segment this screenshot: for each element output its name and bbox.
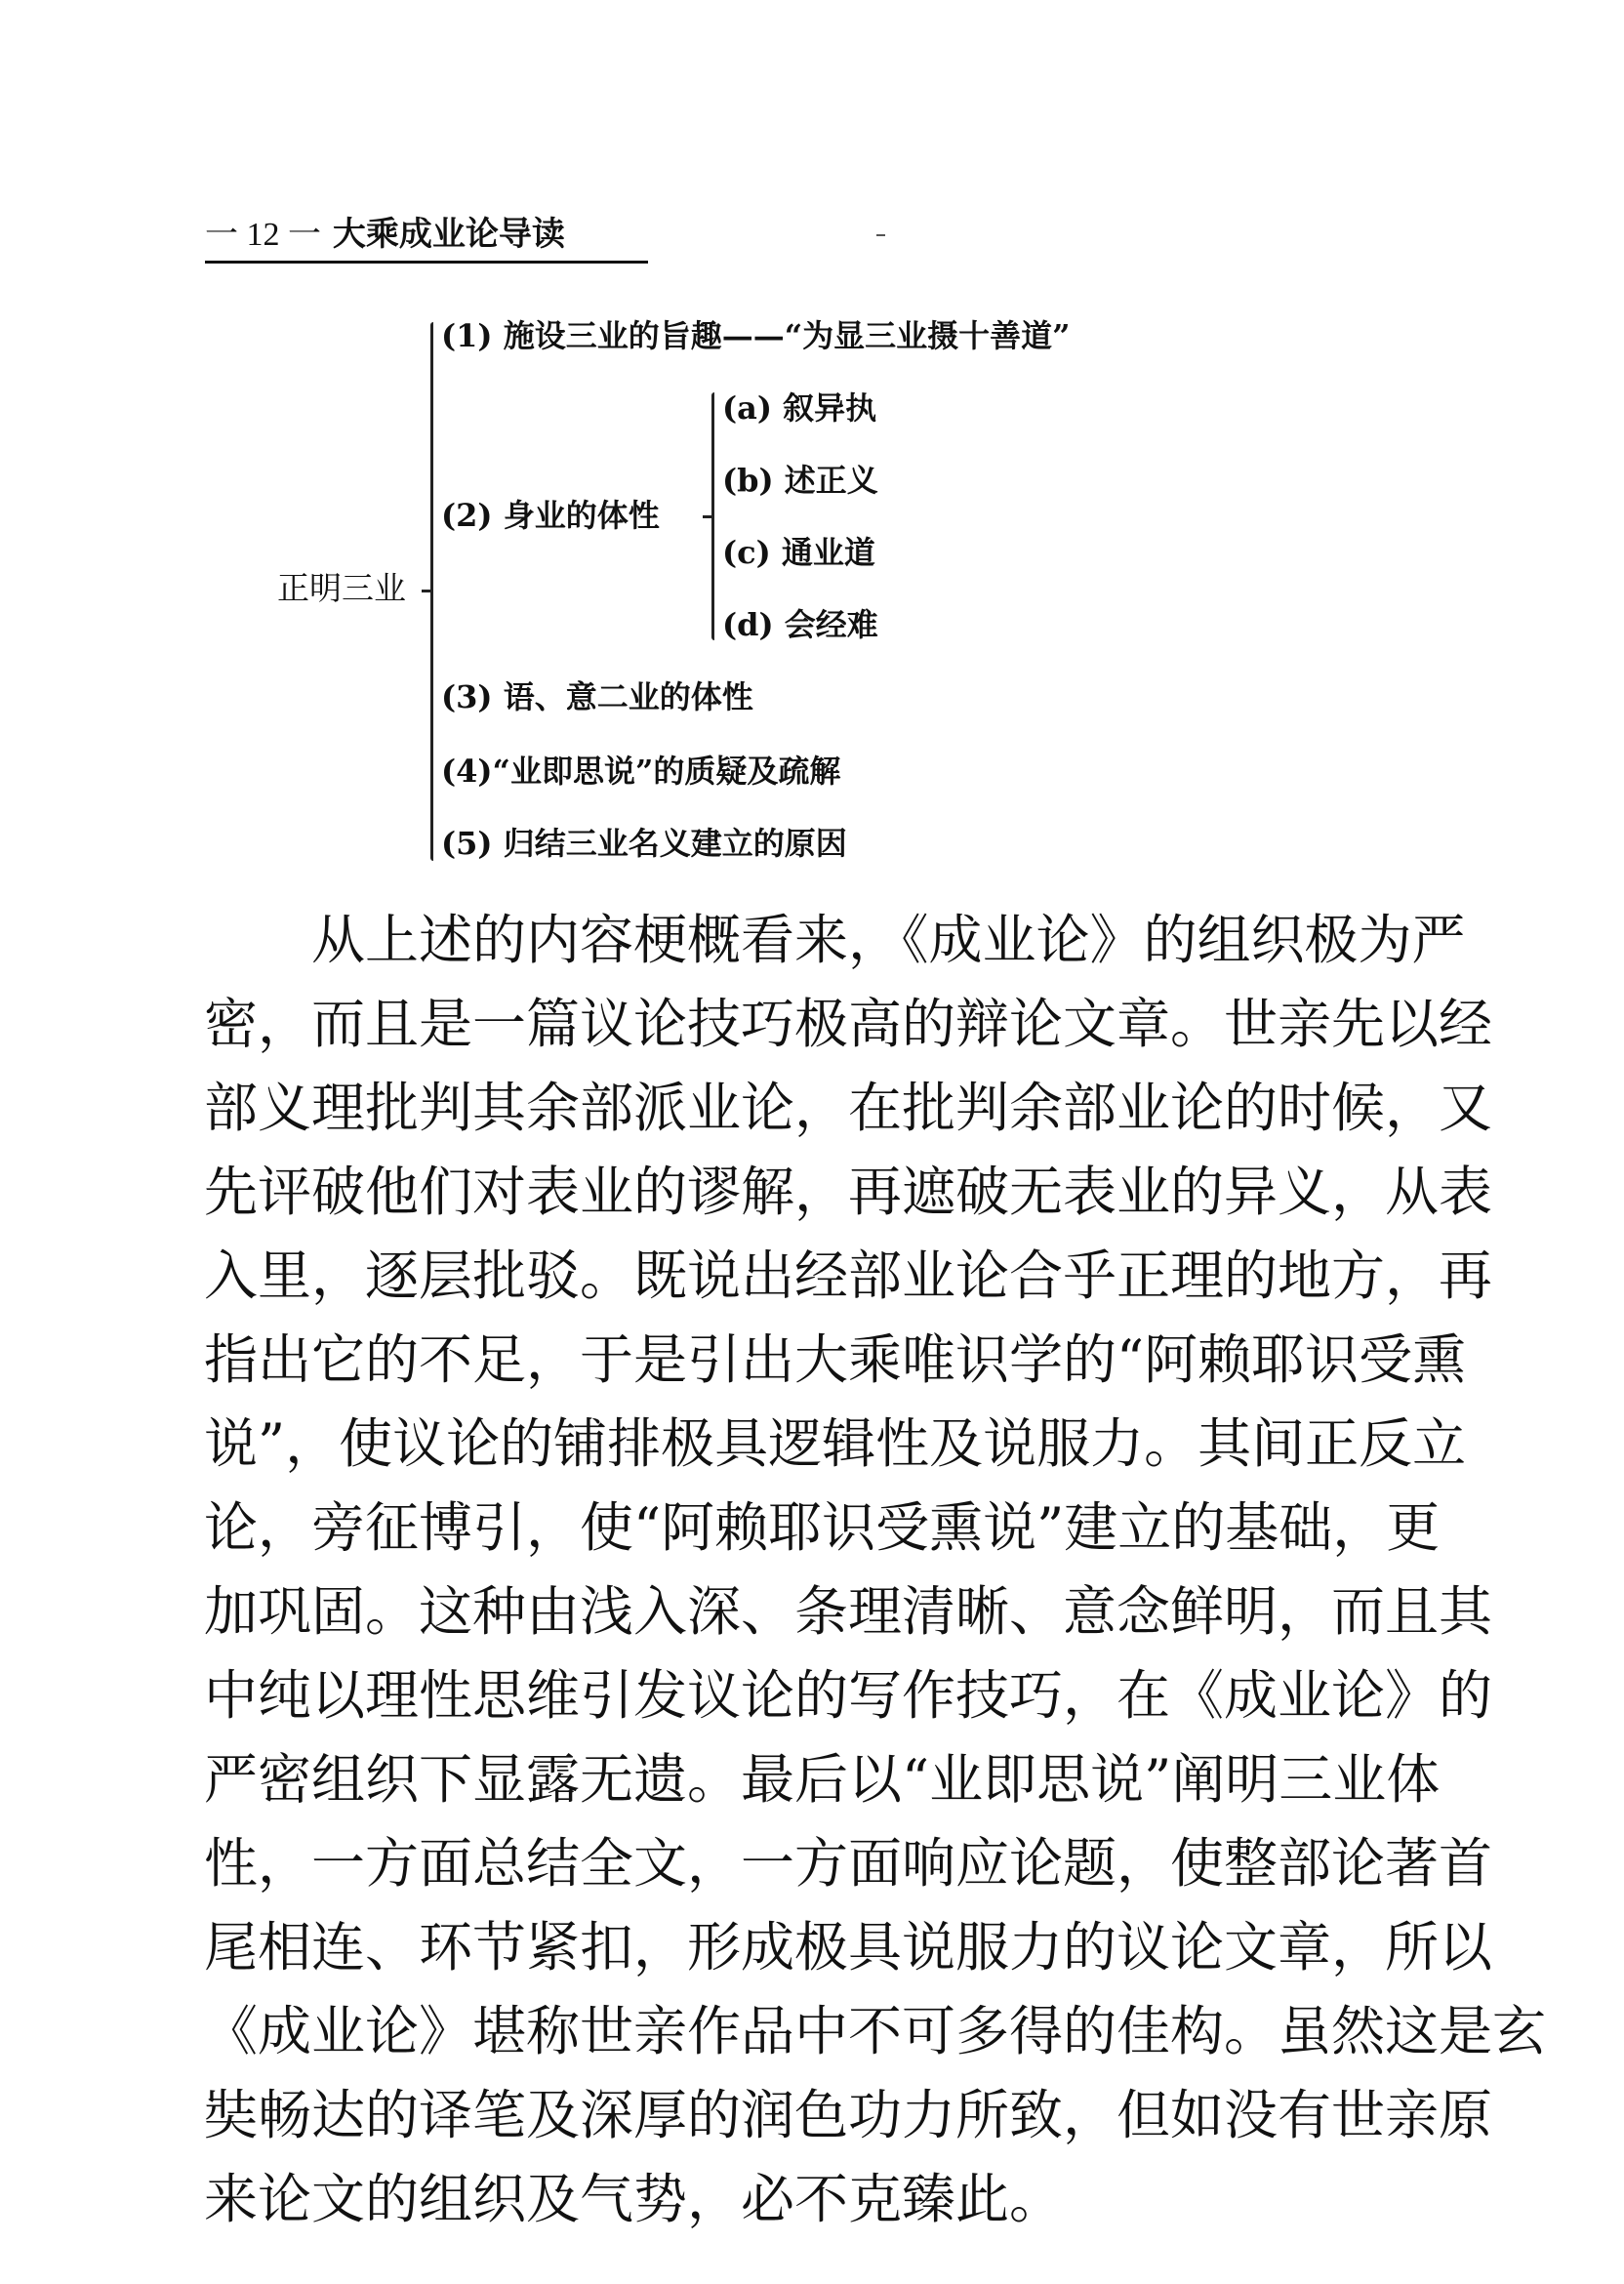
outline-item-1: (1) 施设三业的旨趣——“为显三业摄十善道” xyxy=(441,317,1071,354)
outline-item-5: (5) 归结三业名义建立的原因 xyxy=(441,825,847,862)
text-line: 来论文的组织及气势，必不克臻此。 xyxy=(204,2168,1064,2230)
scan-mark xyxy=(876,234,885,236)
brace-tip xyxy=(422,590,431,592)
outline-item-3: (3) 语、意二业的体性 xyxy=(441,678,753,715)
text-line: 先评破他们对表业的谬解，再遮破无表业的异义，从表 xyxy=(204,1161,1493,1223)
page-number: 一 12 一 xyxy=(205,217,321,253)
running-header xyxy=(205,207,648,264)
text-line: 性，一方面总结全文，一方面响应论题，使整部论著首 xyxy=(204,1832,1493,1895)
outline-subitem-d: (d) 会经难 xyxy=(722,606,878,643)
sub-brace-tip xyxy=(703,515,712,518)
text-line: 《成业论》堪称世亲作品中不可多得的佳构。虽然这是玄 xyxy=(204,2000,1547,2062)
text-line: 论，旁征博引，使“阿赖耶识受熏说”建立的基础，更 xyxy=(204,1496,1441,1559)
outline-item-4: (4)“业即思说”的质疑及疏解 xyxy=(441,753,841,790)
text-line: 部义理批判其余部派业论，在批判余部业论的时候，又 xyxy=(204,1077,1493,1139)
text-line: 严密组织下显露无遗。最后以“业即思说”阐明三业体 xyxy=(204,1748,1441,1811)
outline-subitem-c: (c) 通业道 xyxy=(722,534,875,571)
text-line: 说”，使议论的铺排极具逻辑性及说服力。其间正反立 xyxy=(204,1412,1467,1475)
book-title: 大乘成业论导读 xyxy=(332,215,565,254)
outline-root: 正明三业 xyxy=(277,569,406,607)
outline-subitem-b: (b) 述正义 xyxy=(722,462,878,499)
text-line: 加巩固。这种由浅入深、条理清晰、意念鲜明，而且其 xyxy=(204,1580,1493,1643)
text-line: 从上述的内容梗概看来，《成业论》的组织极为严 xyxy=(204,909,1466,971)
body-paragraph xyxy=(204,898,1547,2241)
outline-subitem-a: (a) 叙异执 xyxy=(722,389,877,427)
outline-item-2: (2) 身业的体性 xyxy=(441,497,660,534)
text-line: 指出它的不足，于是引出大乘唯识学的“阿赖耶识受熏 xyxy=(204,1328,1467,1391)
text-line: 入里，逐层批驳。既说出经部业论合乎正理的地方，再 xyxy=(204,1244,1493,1307)
text-line: 奘畅达的译笔及深厚的润色功力所致，但如没有世亲原 xyxy=(204,2084,1493,2146)
text-line: 密，而且是一篇议论技巧极高的辩论文章。世亲先以经 xyxy=(204,993,1493,1055)
text-line: 中纯以理性思维引发议论的写作技巧，在《成业论》的 xyxy=(204,1664,1493,1727)
text-line: 尾相连、环节紧扣，形成极具说服力的议论文章，所以 xyxy=(204,1916,1493,1978)
